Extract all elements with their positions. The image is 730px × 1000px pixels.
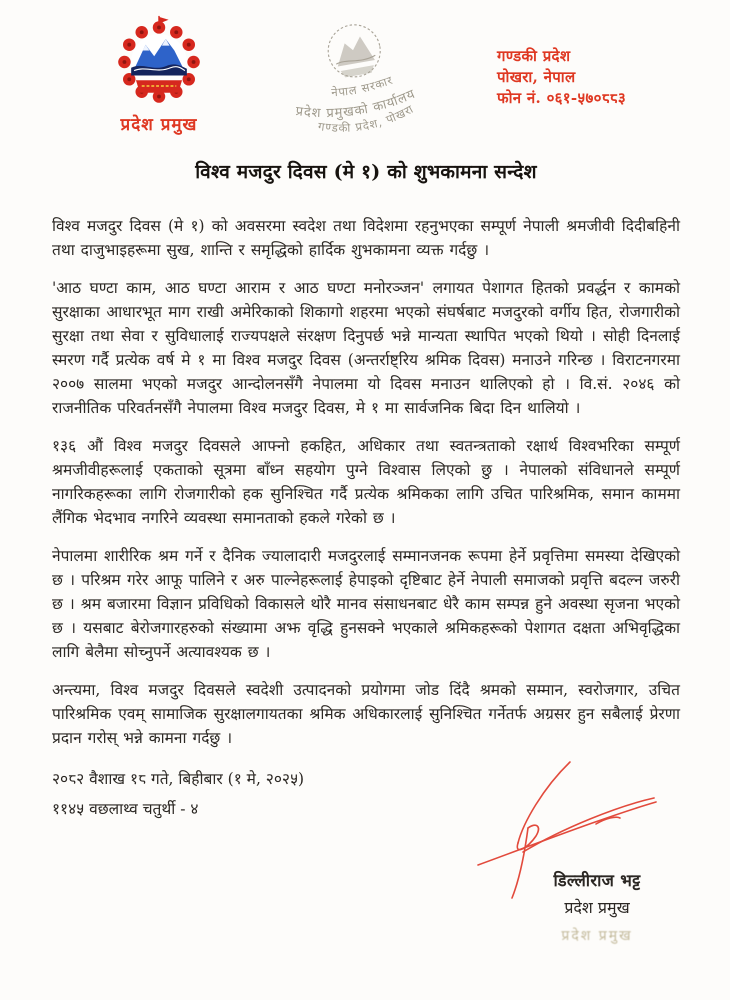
letter-content — [52, 158, 680, 824]
contact-city: पोखरा, नेपाल — [497, 68, 576, 86]
stamp-remnant-text: प्रदेश प्रमुख — [561, 928, 633, 944]
letterhead-left — [104, 14, 214, 135]
svg-text:नेपाल सरकार — [329, 72, 396, 101]
emblem-caption: प्रदेश प्रमुख — [120, 115, 198, 135]
paragraph-5: अन्त्यमा, विश्व मजदुर दिवसले स्वदेशी उत्पादनको प्रयोगमा जोड दिंदै श्रमको सम्मान, स्वरोजगार, उचित पारिश्रमिक एवम् सामाजिक सुरक्षालगायतका श्रमिक अधिकारलाई सुनिश्चित गर्नेतर्फ अग्रसर हुन सबैलाई प्रेरणा प्रदान गरोस् भन्ने कामना गर्दछु । — [52, 681, 680, 747]
paragraph-4: नेपालमा शारीरिक श्रम गर्ने र दैनिक ज्यालादारी मजदुरलाई सम्मानजनक रूपमा हेर्ने प्रवृत्तिमा समस्या देखिएको छ । परिश्रम गरेर आफू पालिने र अरु पाल्नेहरूलाई हेपाइको दृष्टिबाट हेर्ने नेपाली समाजको प्रवृत्ति बदल्न जरुरी छ । श्रम बजारमा विज्ञान प्रविधिको विकासले थोरै मानव संसाधनबाट धेरै काम सम्पन्न हुने अवस्था सृजना भएको छ । यसबाट बेरोजगारहरुको संख्यामा अझ वृद्धि हुनसक्ने भएकाले श्रमिकहरूको पेशागत दक्षता अभिवृद्धिका लागि बेलैमा सोच्नुपर्ने अत्यावश्यक छ । — [52, 547, 680, 661]
signatory-designation: प्रदेश प्रमुख — [564, 898, 630, 917]
paragraph-1: विश्व मजदुर दिवस (मे १) को अवसरमा स्वदेश तथा विदेशमा रहनुभएका सम्पूर्ण नेपाली श्रमजीवी दिदीबहिनी तथा दाजुभाइहरूमा सुख, शान्ति र समृद्धिको हार्दिक शुभकामना व्यक्त गर्दछु । — [52, 217, 680, 259]
contact-province: गण्डकी प्रदेश — [497, 47, 571, 65]
paragraph-3: १३६ औं विश्व मजदुर दिवसले आफ्नो हकहित, अधिकार तथा स्वतन्त्रताको रक्षार्थ विश्वभरिका सम्पूर्ण श्रमजीवीहरूलाई एकताको सूत्रमा बाँध्न सहयोग पुग्ने विश्वास लिएको छु । नेपालको संविधानले सम्पूर्ण नागरिकहरूका लागि रोजगारीको हक सुनिश्चित गर्दै प्रत्येक श्रमिकका लागि उचित पारिश्रमिक, समान काममा लैंगिक भेदभाव नगरिने व्यवस्था समानताको हकले गरेको छ । — [52, 437, 680, 527]
signatory-block — [492, 868, 702, 945]
letter-title: विश्व मजदुर दिवस (मे १) को शुभकामना सन्देश — [195, 161, 537, 183]
stamp-government-text: नेपाल सरकार — [330, 72, 396, 100]
paragraph-2: 'आठ घण्टा काम, आठ घण्टा आराम र आठ घण्टा मनोरञ्जन' लगायत पेशागत हितको प्रवर्द्धन र कामको सुरक्षाका आधारभूत माग राखी अमेरिकाको शिकागो शहरमा भएको संघर्षबाट मजदुरको वर्गीय हित, रोजगारीको सुरक्षा तथा सेवा र सुविधालाई राज्यपक्षले संरक्षण दिनुपर्छ भन्ने मान्यता स्थापित भएको थियो । सोही दिनलाई स्मरण गर्दै प्रत्येक वर्ष मे १ मा विश्व मजदुर दिवस (अन्तर्राष्ट्रिय श्रमिक दिवस) मनाउने गरिन्छ । विराटनगरमा २००७ सालमा भएको मजदुर आन्दोलनसँगै नेपालमा यो दिवस मनाउन थालिएको हो । वि.सं. २०४६ को राजनीतिक परिवर्तनसँगै नेपालमा विश्व मजदुर दिवस, मे १ मा सार्वजनिक बिदा दिन थालियो । — [52, 279, 680, 417]
stamp-office-text: प्रदेश प्रमुखको कार्यालय — [294, 86, 419, 122]
date-ns: ११४५ वछलाथ्व चतुर्थी - ४ — [52, 800, 199, 818]
contact-block — [497, 46, 626, 109]
nepal-emblem-icon — [111, 14, 207, 110]
signatory-name: डिल्लीराज भट्ट — [553, 871, 641, 890]
stamp-location-text: गण्डकी प्रदेश, पोखरा — [317, 101, 417, 135]
date-bs: २०८२ वैशाख १८ गते, बिहीबार (१ मे, २०२५) — [52, 770, 305, 788]
office-round-stamp — [262, 1, 463, 165]
contact-phone: फोन नं. ०६१-५७०८८३ — [497, 89, 626, 107]
